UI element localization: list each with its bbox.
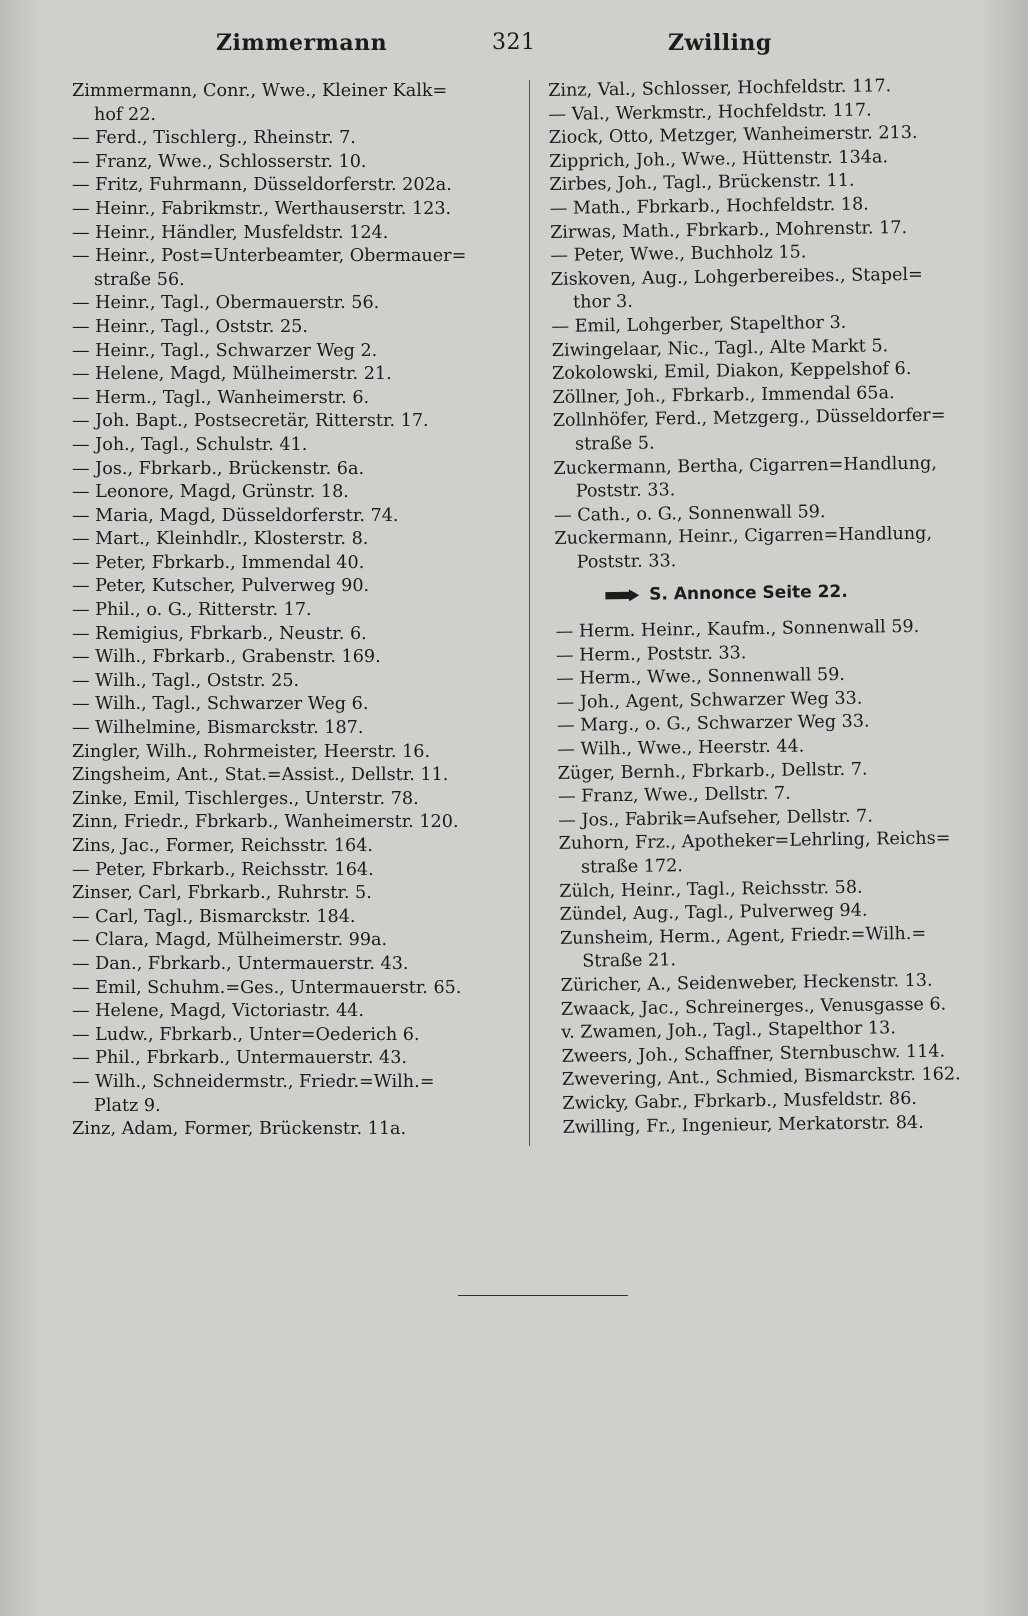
directory-entry: Zwilling, Fr., Ingenieur, Merkatorstr. 84. — [562, 1112, 924, 1138]
directory-entry: — Emil, Schuhm.=Ges., Untermauerstr. 65. — [72, 977, 462, 998]
directory-entry: Ziwingelaar, Nic., Tagl., Alte Markt 5. — [551, 335, 889, 361]
directory-entry: Zinke, Emil, Tischlerges., Unterstr. 78. — [72, 788, 419, 809]
directory-entry: — Helene, Magd, Victoriastr. 44. — [72, 1001, 364, 1022]
directory-entry: — Marg., o. G., Schwarzer Weg 33. — [556, 712, 870, 737]
directory-entry: — Joh. Bapt., Postsecretär, Ritterstr. 17. — [72, 411, 429, 432]
directory-entry: Zöllner, Joh., Fbrkarb., Immendal 65a. — [552, 382, 895, 408]
directory-entry: — Wilh., Schneidermstr., Friedr.=Wilh.= — [72, 1071, 435, 1092]
directory-entry: — Herm., Poststr. 33. — [555, 642, 747, 666]
directory-entry: straße 172. — [580, 856, 684, 878]
directory-entry: — Wilh., Tagl., Oststr. 25. — [72, 670, 300, 691]
directory-entry: — Heinr., Fabrikmstr., Werthauserstr. 123. — [72, 198, 452, 219]
page-number: 321 — [492, 30, 536, 55]
directory-entry: Zollnhöfer, Ferd., Metzgerg., Düsseldorfer= — [552, 405, 946, 432]
right-column — [548, 74, 1003, 1140]
directory-entry: thor 3. — [572, 292, 634, 314]
directory-entry: — Heinr., Tagl., Schwarzer Weg 2. — [72, 340, 378, 361]
left-column — [72, 80, 534, 1142]
directory-entry: — Peter, Wwe., Buchholz 15. — [550, 242, 807, 267]
directory-entry: — Ferd., Tischlerg., Rheinstr. 7. — [72, 128, 356, 149]
directory-entry: — Math., Fbrkarb., Hochfeldstr. 18. — [549, 194, 869, 219]
annonce-note — [555, 579, 995, 609]
directory-entry: v. Zwamen, Joh., Tagl., Stapelthor 13. — [561, 1018, 897, 1044]
directory-entry: — Mart., Kleinhdlr., Klosterstr. 8. — [72, 529, 369, 550]
directory-entry: Poststr. 33. — [576, 551, 677, 573]
directory-entry: — Remigius, Fbrkarb., Neustr. 6. — [72, 623, 367, 644]
directory-entry: Zinser, Carl, Fbrkarb., Ruhrstr. 5. — [72, 883, 372, 904]
directory-entry: — Franz, Wwe., Dellstr. 7. — [557, 783, 791, 808]
directory-entry: — Clara, Magd, Mülheimerstr. 99a. — [72, 930, 388, 951]
directory-entry: — Wilh., Fbrkarb., Grabenstr. 169. — [72, 647, 381, 668]
directory-entry: Ziock, Otto, Metzger, Wanheimerstr. 213. — [548, 123, 918, 149]
directory-entry: — Helene, Magd, Mülheimerstr. 21. — [72, 364, 392, 385]
directory-entry: Zirbes, Joh., Tagl., Brückenstr. 11. — [549, 171, 855, 196]
directory-entry: Straße 21. — [582, 950, 677, 972]
directory-entry: Zinn, Friedr., Fbrkarb., Wanheimerstr. 120. — [72, 812, 459, 833]
directory-entry: — Heinr., Post=Unterbeamter, Obermauer= — [72, 246, 467, 267]
directory-entry: — Peter, Kutscher, Pulverweg 90. — [72, 576, 370, 597]
directory-entry: Zuckermann, Bertha, Cigarren=Handlung, — [553, 453, 937, 479]
directory-entry: Zokolowski, Emil, Diakon, Keppelshof 6. — [551, 359, 912, 385]
directory-entry: — Dan., Fbrkarb., Untermauerstr. 43. — [72, 953, 409, 974]
directory-entry: Poststr. 33. — [575, 480, 676, 502]
directory-entry: — Jos., Fabrik=Aufseher, Dellstr. 7. — [558, 806, 874, 831]
directory-entry: Zinz, Val., Schlosser, Hochfeldstr. 117. — [548, 76, 892, 101]
directory-entry: Zündel, Aug., Tagl., Pulverweg 94. — [559, 900, 868, 926]
directory-entry: — Wilh., Tagl., Schwarzer Weg 6. — [72, 694, 369, 715]
directory-entry: straße 5. — [574, 433, 655, 455]
header-left: Zimmermann — [216, 30, 388, 56]
directory-entry: — Peter, Fbrkarb., Immendal 40. — [72, 552, 365, 573]
directory-entry: hof 22. — [94, 104, 157, 125]
directory-entry: — Herm., Tagl., Wanheimerstr. 6. — [72, 387, 370, 408]
directory-entry: — Wilh., Wwe., Heerstr. 44. — [557, 736, 805, 760]
directory-entry: Ziskoven, Aug., Lohgerbereibes., Stapel= — [550, 264, 923, 290]
directory-entry: — Carl, Tagl., Bismarckstr. 184. — [72, 906, 356, 927]
annonce-text: S. Annonce Seite 22. — [649, 582, 848, 606]
pointing-hand-icon — [605, 589, 639, 601]
directory-entry: Zinz, Adam, Former, Brückenstr. 11a. — [72, 1119, 407, 1140]
directory-entry: — Maria, Magd, Düsseldorferstr. 74. — [72, 505, 399, 526]
directory-entry: — Heinr., Tagl., Oststr. 25. — [72, 316, 308, 337]
directory-entry: Zunsheim, Herm., Agent, Friedr.=Wilh.= — [559, 923, 927, 949]
directory-entry: Zingler, Wilh., Rohrmeister, Heerstr. 16. — [72, 741, 431, 762]
directory-entry: — Heinr., Tagl., Obermauerstr. 56. — [72, 293, 380, 314]
directory-entry: — Fritz, Fuhrmann, Düsseldorferstr. 202a. — [72, 175, 452, 196]
directory-entry: — Joh., Agent, Schwarzer Weg 33. — [556, 688, 863, 713]
directory-entry: Zwevering, Ant., Schmied, Bismarckstr. 162. — [561, 1064, 961, 1091]
directory-entry: — Emil, Lohgerber, Stapelthor 3. — [551, 312, 847, 337]
directory-entry: — Cath., o. G., Sonnenwall 59. — [553, 501, 826, 526]
directory-entry: — Jos., Fbrkarb., Brückenstr. 6a. — [72, 458, 365, 479]
directory-entry: Zuhorn, Frz., Apotheker=Lehrling, Reichs= — [558, 828, 951, 855]
directory-entry: Zuckermann, Heinr., Cigarren=Handlung, — [554, 523, 933, 550]
directory-entry: Züger, Bernh., Fbrkarb., Dellstr. 7. — [557, 759, 868, 784]
directory-entry: — Peter, Fbrkarb., Reichsstr. 164. — [72, 859, 374, 880]
directory-entry: Zirwas, Math., Fbrkarb., Mohrenstr. 17. — [549, 217, 908, 243]
directory-entry: — Joh., Tagl., Schulstr. 41. — [72, 434, 308, 455]
directory-entry: — Ludw., Fbrkarb., Unter=Oederich 6. — [72, 1024, 420, 1045]
header-right: Zwilling — [668, 30, 772, 56]
directory-entry: — Val., Werkmstr., Hochfeldstr. 117. — [548, 100, 872, 125]
directory-entry: Zweers, Joh., Schaffner, Sternbuschw. 114. — [561, 1041, 946, 1067]
directory-entry: Zwaack, Jac., Schreinerges., Venusgasse 6. — [560, 994, 947, 1020]
directory-entry: — Heinr., Händler, Musfeldstr. 124. — [72, 222, 389, 243]
directory-entry: Zwicky, Gabr., Fbrkarb., Musfeldstr. 86. — [562, 1088, 918, 1114]
directory-entry: — Leonore, Magd, Grünstr. 18. — [72, 482, 349, 503]
directory-entry: — Phil., o. G., Ritterstr. 17. — [72, 600, 312, 621]
directory-entry: — Wilhelmine, Bismarckstr. 187. — [72, 718, 364, 739]
directory-entry: Platz 9. — [94, 1095, 161, 1116]
directory-entry: — Franz, Wwe., Schlosserstr. 10. — [72, 151, 367, 172]
directory-entry: Züricher, A., Seidenweber, Heckenstr. 13. — [560, 970, 933, 996]
directory-entry: — Herm. Heinr., Kaufm., Sonnenwall 59. — [555, 616, 920, 643]
directory-entry: Zimmermann, Conr., Wwe., Kleiner Kalk= — [72, 81, 448, 101]
directory-entry: — Phil., Fbrkarb., Untermauerstr. 43. — [72, 1048, 407, 1069]
directory-entry: Zingsheim, Ant., Stat.=Assist., Dellstr. 11. — [72, 765, 449, 786]
directory-entry: Zipprich, Joh., Wwe., Hüttenstr. 134a. — [549, 147, 889, 172]
directory-entry: — Herm., Wwe., Sonnenwall 59. — [556, 665, 846, 690]
directory-entry: Zins, Jac., Former, Reichsstr. 164. — [72, 836, 374, 856]
end-rule — [458, 1295, 628, 1296]
directory-entry: Zülch, Heinr., Tagl., Reichsstr. 58. — [559, 877, 863, 902]
directory-entry: straße 56. — [94, 269, 185, 290]
